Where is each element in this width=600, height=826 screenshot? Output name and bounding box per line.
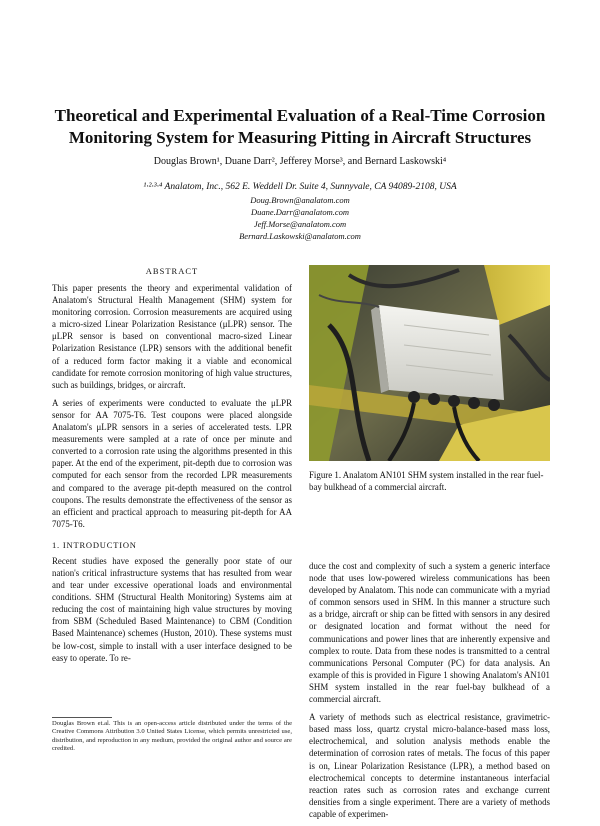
author-list: Douglas Brown¹, Duane Darr², Jefferey Morse³, and Bernard Laskowski⁴ bbox=[153, 156, 447, 167]
abstract-paragraph: This paper presents the theory and experimental validation of Analatom's Structural Health Management (SHM) system for monitoring corrosion. Corrosion measurements are acquired using a micro-sized Linear Polarization Resistance (μLPR) sensor. The μLPR sensor is based on conventional macro-sized Linear Polarization Resistance (LPR) sensors with the additional benefit of a reduced form factor making it a viable and economical candidate for remote corrosion monitoring of high value structures, such as buildings, bridges, or aircraft. bbox=[52, 283, 292, 390]
aircraft-bulkhead-photo bbox=[309, 265, 550, 461]
right-column bbox=[309, 265, 550, 493]
right-column-text bbox=[309, 560, 550, 826]
footnote-divider bbox=[52, 717, 112, 718]
author-email[interactable]: Bernard.Laskowski@analatom.com bbox=[239, 231, 361, 241]
author-email[interactable]: Doug.Brown@analatom.com bbox=[250, 195, 350, 205]
email-list bbox=[40, 194, 560, 242]
introduction-paragraph: A variety of methods such as electrical resistance, gravimetric-based mass loss, quartz crystal micro-balance-based mass loss, electrochemical, and solution analysis methods enable the determination of corrosion rates of metals. The focus of this paper is on, Linear Polarization Resistance (LPR), a method based on electrochemical concepts to determine instantaneous interfacial reaction rates such as corrosion rates and exchange current densities from a single experiment. There are a variety of methods capable of experimen- bbox=[309, 712, 550, 819]
figure-1-photo bbox=[309, 265, 550, 461]
section-heading-introduction: 1. INTRODUCTION bbox=[52, 539, 137, 550]
affiliation: ¹·²·³·⁴ Analatom, Inc., 562 E. Weddell Dr. Suite 4, Sunnyvale, CA 94089-2108, USA bbox=[143, 182, 457, 192]
left-column bbox=[52, 265, 292, 670]
paper-title: Theoretical and Experimental Evaluation of a Real-Time Corrosion Monitoring System for Measuring Pitting in Aircraft Structures bbox=[54, 106, 546, 147]
figure-1-caption: Figure 1. Analatom AN101 SHM system installed in the rear fuel-bay bulkhead of a commercial aircraft. bbox=[309, 470, 544, 492]
introduction-paragraph: Recent studies have exposed the generally poor state of our nation's critical infrastructure systems that has resulted from wear and tear under excessive operational loads and environmental conditions. SHM (Structural Health Monitoring) Systems aim at reducing the cost of maintaining high value structures by moving from SBM (Scheduled Based Maintenance) to CBM (Condition Based Maintenance) schemes (Huston, 2010). These systems must be low-cost, simple to install with a user interface designed to be easy to operate. To re- bbox=[52, 555, 292, 663]
introduction-paragraph: duce the cost and complexity of such a system a generic interface node that uses low-powered wireless communications has been developed by Analatom. This node can communicate with a myriad of common sensors used in SHM. In this manner a structure such as a bridge, aircraft or ship can be fitted with sensors in any desired or designated location and format without the need for communications and power lines that are inherently expensive and complex to route. Data from these nodes is transmitted to a central communications Personal Computer (PC) for data analysis. An example of this is provided in Figure 1 showing Analatom's AN101 SHM system installed in the rear fuel-bay bulkhead of a commercial aircraft. bbox=[309, 561, 550, 705]
abstract-paragraph: A series of experiments were conducted to evaluate the μLPR sensor for AA 7075-T6. Test coupons were placed alongside Analatom's μLPR sensors in a series of accelerated tests. LPR measurements were sampled at a rate of once per minute and converted to a corrosion rate using the algorithms presented in this paper. At the end of the experiment, pit-depth due to corrosion was computed for each sensor from the recorded LPR measurements and compared to the average pit-depth measured on the control coupons. The results demonstrate the effectiveness of the sensor as an efficient and practical approach to measuring pit-depth for AA 7075-T6. bbox=[52, 397, 292, 529]
author-email[interactable]: Duane.Darr@analatom.com bbox=[250, 207, 349, 217]
abstract-heading: ABSTRACT bbox=[145, 266, 199, 276]
author-email[interactable]: Jeff.Morse@analatom.com bbox=[253, 219, 347, 229]
license-footnote: Douglas Brown et.al. This is an open-access article distributed under the terms of the Creative Commons Attribution 3.0 United States License, which permits unrestricted use, distribution, and reproduction in any medium, provided the original author and source are credited. bbox=[52, 720, 292, 753]
